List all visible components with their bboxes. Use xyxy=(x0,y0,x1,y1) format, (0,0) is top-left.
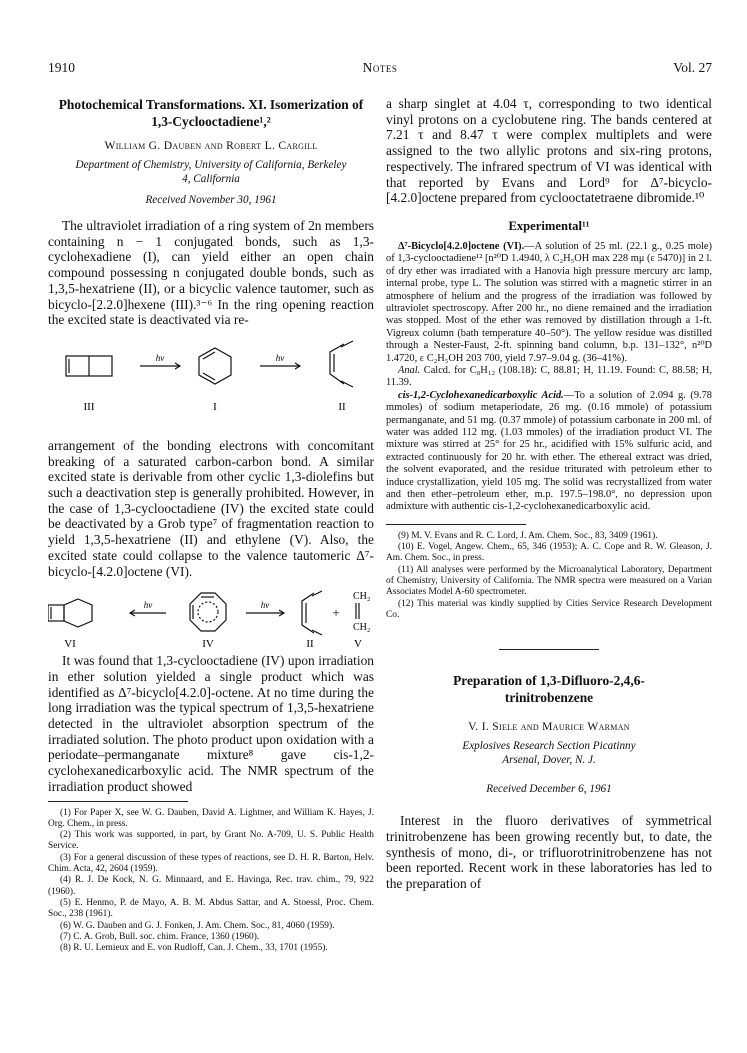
compound-label: IV xyxy=(202,638,214,651)
compound-label: II xyxy=(306,638,314,651)
section-heading: Experimental¹¹ xyxy=(508,218,590,233)
reaction-scheme-2 xyxy=(48,585,374,651)
article-title xyxy=(386,672,712,706)
article-affiliation: Explosives Research Section Picatinny Arsenal, Dover, N. J. xyxy=(462,740,636,766)
footnote: (8) R. U. Lemieux and E. von Rudloff, Can. J. Chem., 33, 1701 (1955). xyxy=(60,943,328,954)
hv-label: hν xyxy=(143,600,153,611)
bicyclohexene-structure-III xyxy=(66,356,112,376)
received-date: Received November 30, 1961 xyxy=(145,194,277,206)
footnotes-right xyxy=(386,531,712,621)
footnote: (3) For a general discussion of these types of reactions, see D. H. R. Barton, Helv. Chim. Acta, 42, 2604 (1959). xyxy=(48,852,374,875)
article-title-line: trinitrobenzene xyxy=(504,690,594,706)
article-authors: V. I. Siele and Maurice Warman xyxy=(468,720,630,734)
article-title-line: Preparation of 1,3-Difluoro-2,4,6- xyxy=(453,673,645,689)
cyclooctadiene-structure-IV xyxy=(190,593,226,631)
ch2-label: CH₂ xyxy=(353,591,371,603)
hexatriene-structure-II xyxy=(330,341,353,387)
footnote: (1) For Paper X, see W. G. Dauben, David A. Lightner, and William K. Hayes, J. Org. Chem., in press. xyxy=(48,807,374,829)
bicyclooctene-structure-VI xyxy=(48,599,92,627)
page-number: 1910 xyxy=(48,60,75,75)
cyclohexadiene-structure-I xyxy=(199,348,231,384)
compound-label: VI xyxy=(64,638,76,651)
procedure-text: —A solution of 25 ml. (22.1 g., 0.25 mole) of 1,3-cyclooctadiene¹² [n²⁰D 1.4940, λ C₂H₅OH max 228 mμ (ε 5470)] in 2 l. of dry ether was irradiated with a Hanovia high pressure mercury arc lamp, internal probe, type L. The solution was stirred with a magnetic stirrer in an atmosphere of helium and the progress of the irradiation was followed by ultraviolet spectroscopy. After 200 hr., no diene remained and the irradiation was stopped. Most of the ether was removed by distillation through a 1-ft. Vigreux column (bath temperature 40–50°). The yellow residue was distilled through a Nester-Faust, 2-ft. spinning band column, b.p. 131–132°, n²⁰D 1.4720, ε C₂H₅OH 203 700, yield 7.97–9.04 g. (36–41%). xyxy=(386,240,712,364)
plus-sign: + xyxy=(332,605,340,621)
article-affiliation: Department of Chemistry, University of California, Berkeley 4, California xyxy=(75,159,347,185)
reaction-scheme-1 xyxy=(48,334,374,434)
ch2-label: CH₂ xyxy=(353,622,371,634)
body-paragraph: arrangement of the bonding electrons with concomitant breaking of a saturated carbon-carbon bond. A similar excited state is derivable from other cyclic 1,3-diolefins but such a deactivation step is generally prohibited. However, in the case of 1,3-cyclooctadiene (IV) the excited state could be deactivated by a Grob type⁷ of fragmentation reaction to yield 1,3,5-hexatriene (II) and ethylene (V). Also, the excited state could collapse to the valence tautomeric Δ⁷-bicyclo-[4.2.0]octene (VI). xyxy=(48,437,374,579)
section-name: Notes xyxy=(362,60,398,75)
right-column xyxy=(386,96,712,892)
hexatriene-structure-II xyxy=(302,591,322,635)
procedure-title: Δ⁷-Bicyclo[4.2.0]octene (VI). xyxy=(398,240,525,252)
hv-label: hν xyxy=(275,352,285,363)
article-separator xyxy=(499,649,599,650)
footnote: (9) M. V. Evans and R. C. Lord, J. Am. Chem. Soc., 83, 3409 (1961). xyxy=(398,530,658,541)
footnote: (11) All analyses were performed by the Microanalytical Laboratory, Department of Chemistry, University of California. The NMR spectra were measured on a Varian Associates Model A-60 spectrometer. xyxy=(386,564,712,598)
analysis-text: Calcd. for C₈H₁₂ (108.18): C, 88.81; H, 11.19. Found: C, 88.58; H, 11.39. xyxy=(386,364,712,389)
hv-label: hν xyxy=(260,600,270,611)
received-date: Received December 6, 1961 xyxy=(486,783,612,796)
footnote: (7) C. A. Grob, Bull. soc. chim. France, 1360 (1960). xyxy=(60,931,260,942)
article-title: Photochemical Transformations. XI. Isomerization of 1,3-Cyclooctadiene¹,² xyxy=(58,97,364,129)
footnote: (5) E. Henmo, P. de Mayo, A. B. M. Abdus Sattar, and A. Stoessl, Proc. Chem. Soc., 238 (1961). xyxy=(48,897,374,920)
compound-label: II xyxy=(338,400,346,413)
compound-label: V xyxy=(354,638,362,651)
body-paragraph: It was found that 1,3-cyclooctadiene (IV) upon irradiation in ether solution yielded a single product which was identified as Δ⁷-bicyclo[4.2.0]-octene. At no time during the long irradiation was the typical spectrum of 1,3,5-hexatriene detected in the ultraviolet absorption spectrum of the irradiated solution. The photo product upon oxidation with a periodate–permanganate mixture⁸ gave cis-1,2-cyclohexanedicarboxylic acid. The NMR spectrum of the irradiation product showed xyxy=(48,653,374,794)
hv-label: hν xyxy=(155,352,165,363)
footnote-rule xyxy=(48,801,188,802)
footnote: (6) W. G. Dauben and G. J. Fonken, J. Am. Chem. Soc., 81, 4060 (1959). xyxy=(60,920,335,931)
intro-paragraph: Interest in the fluoro derivatives of symmetrical trinitrobenzene has been growing recently but, to date, the synthesis of mono, di-, or trifluorotrinitrobenzene has not been reported. Recent work in these laboratories has led to the preparation of xyxy=(386,813,712,892)
experimental-paragraph xyxy=(386,390,712,514)
left-column xyxy=(48,96,374,954)
running-header xyxy=(48,60,712,78)
procedure-text: —To a solution of 2.094 g. (9.78 mmoles) of sodium metaperiodate, 26 mg. (0.16 mmole) of potassium permanganate, and 51 mg. (0.37 mmole) of potassium carbonate in 200 ml. of water was added 112 mg. (1.03 mmoles) of the irradiation product VI. The mixture was stirred at 25° for 25 hr., acidified with 15% sulfuric acid, and extracted continuously for 20 hr. with ether. The ethereal extract was dried, the solvent evaporated, and the residue triturated with petroleum ether to induce crystallization, yield 105 mg. The solid was recrystallized from water and then ether–petroleum ether, m.p. 197.5–198.0°, no depression upon admixture with authentic cis-1,2-cyclohexanedicarboxylic acid. xyxy=(386,389,712,513)
footnote: (10) E. Vogel, Angew. Chem., 65, 346 (1953); A. C. Cope and R. W. Gleason, J. Am. Chem. Soc., in press. xyxy=(386,542,712,564)
footnote: (4) R. J. De Kock, N. G. Minnaard, and E. Havinga, Rec. trav. chim., 79, 922 (1960). xyxy=(48,875,374,897)
compound-label: I xyxy=(213,400,217,413)
procedure-title: cis-1,2-Cyclohexanedicarboxylic Acid. xyxy=(398,389,564,401)
body-paragraph: a sharp singlet at 4.04 τ, corresponding to two identical vinyl protons on a cyclobutene ring. The bands centered at 7.21 τ and 8.47 τ were complex multiplets and were assigned to the two allylic protons and six-ring protons, respectively. The infrared spectrum of VI was identical with that reported by Evans and Lord⁹ for Δ⁷-bicyclo-[4.2.0]octene prepared from cyclooctatetraene dibromide.¹⁰ xyxy=(386,96,712,206)
footnotes-left xyxy=(48,808,374,955)
analysis-label: Anal. xyxy=(398,364,421,376)
footnote: (12) This material was kindly supplied by Cities Service Research Development Co. xyxy=(386,598,712,620)
compound-label: III xyxy=(83,400,95,413)
footnote: (2) This work was supported, in part, by Grant No. A-709, U. S. Public Health Service. xyxy=(48,830,374,852)
volume-label: Vol. 27 xyxy=(673,60,712,75)
experimental-paragraph xyxy=(386,241,712,365)
intro-paragraph: The ultraviolet irradiation of a ring system of 2n members containing n − 1 conjugated bonds, such as 1,3-cyclohexadiene (I), can yield either an open chain compound possessing n conjugated double bonds, such as 1,3,5-hexatriene (II), or a bicyclic valence tautomer, such as bicyclo-[2.2.0]hexene (III).³⁻⁶ In the ring opening reaction the excited state is deactivated via re- xyxy=(48,218,374,328)
footnote-rule xyxy=(386,524,526,525)
analysis-paragraph xyxy=(386,365,712,390)
article-authors: William G. Dauben and Robert L. Cargill xyxy=(104,139,318,152)
